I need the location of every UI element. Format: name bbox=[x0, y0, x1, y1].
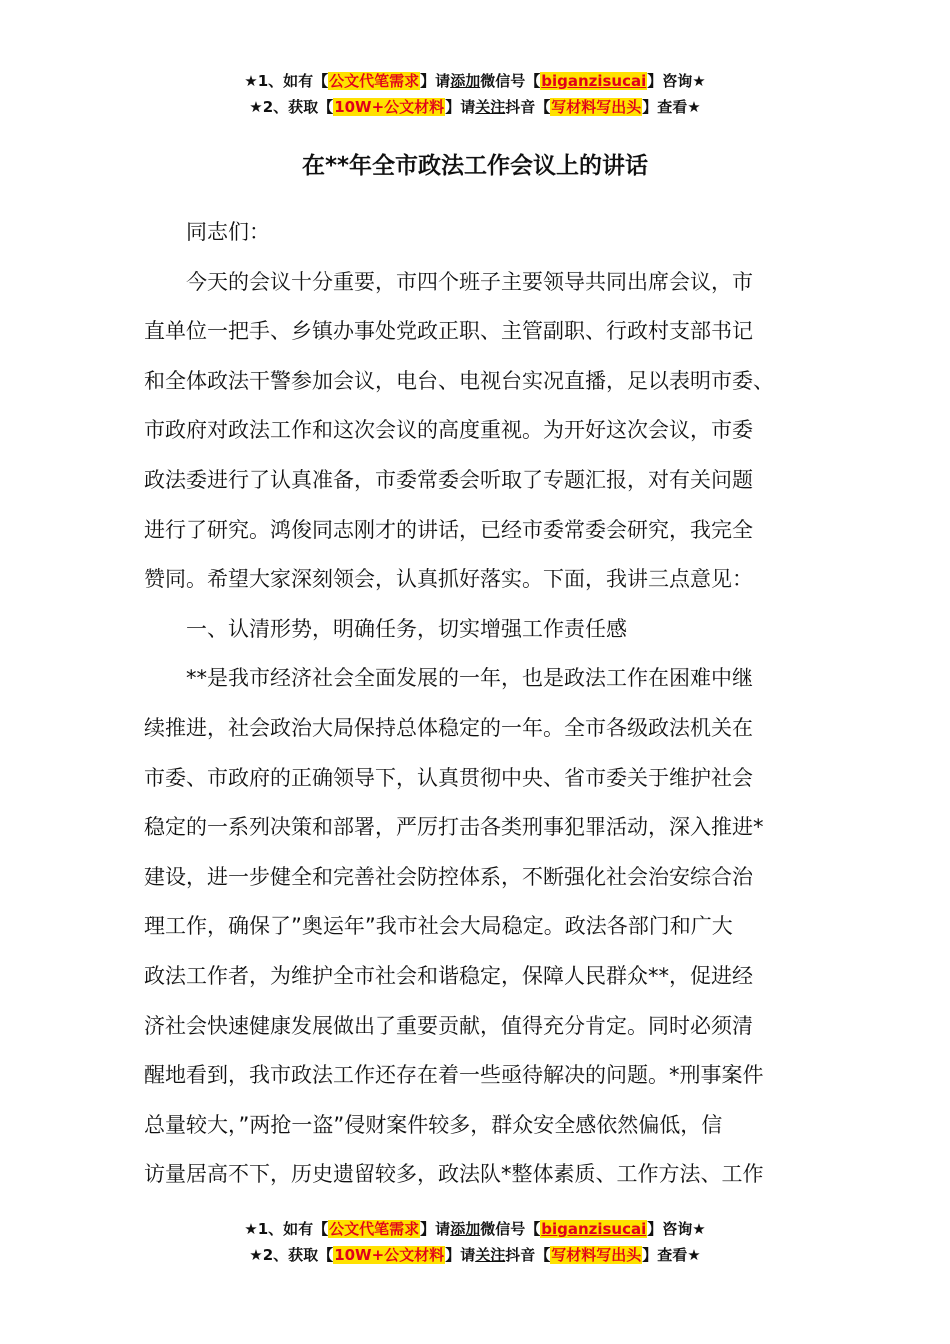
paragraph-line: 醒地看到，我市政法工作还存在着一些亟待解决的问题。*刑事案件 bbox=[144, 1063, 764, 1088]
banner-text: 微信号【 bbox=[480, 1220, 541, 1238]
banner-text: 】咨询★ bbox=[647, 72, 706, 90]
paragraph-line: 今天的会议十分重要，市四个班子主要领导共同出席会议，市 bbox=[144, 269, 753, 294]
paragraph-line: 同志们： bbox=[144, 220, 270, 244]
document-title: 在**年全市政法工作会议上的讲话 bbox=[301, 153, 649, 179]
banner-text: 】请 bbox=[445, 98, 476, 116]
paragraph-line: 市政府对政法工作和这次会议的高度重视。为开好这次会议，市委 bbox=[144, 418, 753, 443]
banner-text: ★1、如有【 bbox=[244, 1220, 329, 1238]
banner-line-2 bbox=[0, 94, 950, 120]
paragraph-line: 一、认清形势，明确任务，切实增强工作责任感 bbox=[144, 616, 627, 641]
paragraph-line: **是我市经济社会全面发展的一年，也是政法工作在困难中继 bbox=[144, 666, 753, 691]
banner-underlined-text: 关注 bbox=[475, 98, 506, 116]
paragraph-line: 稳定的一系列决策和部署，严厉打击各类刑事犯罪活动，深入推进* bbox=[144, 815, 764, 840]
paragraph-line: 政法委进行了认真准备，市委常委会听取了专题汇报，对有关问题 bbox=[144, 467, 753, 492]
paragraph-line: 市委、市政府的正确领导下，认真贯彻中央、省市委关于维护社会 bbox=[144, 765, 753, 790]
banner-underlined-text: 添加 bbox=[450, 1220, 481, 1238]
paragraph-line: 访量居高不下，历史遗留较多，政法队*整体素质、工作方法、工作 bbox=[144, 1162, 764, 1187]
banner-line-2 bbox=[0, 1242, 950, 1268]
wechat-id-link[interactable]: biganzisucai bbox=[541, 1220, 647, 1238]
banner-text: 】咨询★ bbox=[647, 1220, 706, 1238]
paragraph-line: 续推进，社会政治大局保持总体稳定的一年。全市各级政法机关在 bbox=[144, 715, 753, 740]
paragraph-line: 直单位一把手、乡镇办事处党政正职、主管副职、行政村支部书记 bbox=[144, 319, 753, 344]
banner-highlight: 写材料写出头 bbox=[551, 1246, 642, 1264]
header-banner bbox=[0, 68, 950, 120]
paragraph-line: 建设，进一步健全和完善社会防控体系，不断强化社会治安综合治 bbox=[144, 864, 753, 889]
banner-text: 】请 bbox=[420, 72, 451, 90]
banner-text: 抖音【 bbox=[505, 98, 551, 116]
banner-line-1 bbox=[0, 1216, 950, 1242]
banner-text: ★2、获取【 bbox=[249, 98, 334, 116]
banner-text: 】请 bbox=[445, 1246, 476, 1264]
wechat-id-link[interactable]: biganzisucai bbox=[541, 72, 647, 90]
banner-underlined-text: 添加 bbox=[450, 72, 481, 90]
banner-text: 微信号【 bbox=[480, 72, 541, 90]
banner-line-1 bbox=[0, 68, 950, 94]
footer-banner bbox=[0, 1216, 950, 1268]
paragraph-line: 政法工作者，为维护全市社会和谐稳定，保障人民群众**，促进经 bbox=[144, 963, 753, 988]
paragraph-line: 总量较大，”两抢一盗”侵财案件较多，群众安全感依然偏低，信 bbox=[144, 1112, 723, 1137]
banner-highlight: 10W+公文材料 bbox=[334, 98, 445, 116]
banner-text: 】请 bbox=[420, 1220, 451, 1238]
banner-text: 】查看★ bbox=[642, 1246, 701, 1264]
banner-highlight: 10W+公文材料 bbox=[334, 1246, 445, 1264]
banner-text: 】查看★ bbox=[642, 98, 701, 116]
banner-text: ★1、如有【 bbox=[244, 72, 329, 90]
paragraph-line: 理工作，确保了”奥运年”我市社会大局稳定。政法各部门和广大 bbox=[144, 914, 733, 939]
document-body bbox=[144, 208, 809, 1200]
paragraph-line: 进行了研究。鸿俊同志刚才的讲话，已经市委常委会研究，我完全 bbox=[144, 517, 753, 542]
banner-text: ★2、获取【 bbox=[249, 1246, 334, 1264]
paragraph-line: 济社会快速健康发展做出了重要贡献，值得充分肯定。同时必须清 bbox=[144, 1013, 753, 1038]
banner-highlight: 公文代笔需求 bbox=[329, 1220, 420, 1238]
banner-highlight: 公文代笔需求 bbox=[329, 72, 420, 90]
paragraph-line: 赞同。希望大家深刻领会，认真抓好落实。下面，我讲三点意见： bbox=[144, 567, 753, 592]
paragraph-line: 和全体政法干警参加会议，电台、电视台实况直播，足以表明市委、 bbox=[144, 368, 774, 393]
banner-underlined-text: 关注 bbox=[475, 1246, 506, 1264]
banner-text: 抖音【 bbox=[505, 1246, 551, 1264]
banner-highlight: 写材料写出头 bbox=[551, 98, 642, 116]
